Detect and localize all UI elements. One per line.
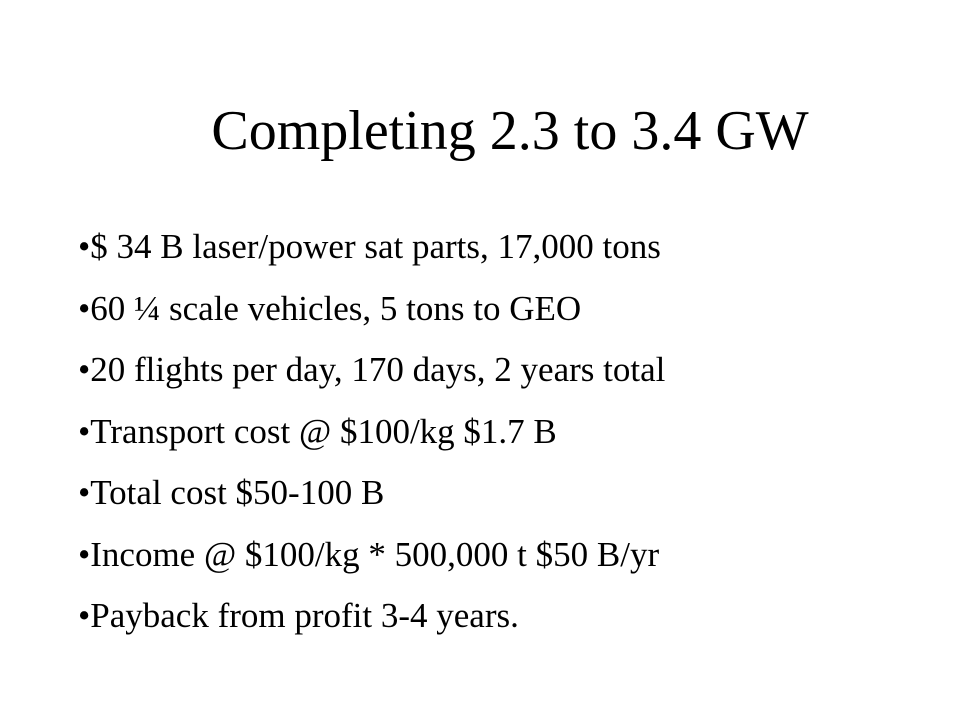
bullet-text: Payback from profit 3-4 years.	[90, 596, 519, 635]
bullet-text: Total cost $50-100 B	[90, 473, 385, 512]
bullet-dot-icon: •	[78, 411, 91, 451]
bullet-text: 20 flights per day, 170 days, 2 years total	[90, 350, 666, 389]
bullet-item	[78, 401, 665, 463]
bullet-item	[78, 278, 665, 340]
bullet-dot-icon: •	[78, 473, 91, 512]
slide-title: Completing 2.3 to 3.4 GW	[211, 100, 809, 162]
bullet-dot-icon: •	[78, 227, 91, 266]
bullet-item	[78, 462, 665, 524]
bullet-text: Income @ $100/kg * 500,000 t $50 B/yr	[90, 534, 660, 574]
bullet-item	[78, 339, 665, 401]
bullet-list	[78, 216, 665, 647]
bullet-dot-icon: •	[78, 350, 91, 389]
bullet-dot-icon: •	[78, 288, 91, 328]
bullet-text: $ 34 B laser/power sat parts, 17,000 tons	[90, 227, 661, 266]
bullet-item	[78, 585, 665, 647]
bullet-item	[78, 216, 665, 278]
bullet-text: 60 ¼ scale vehicles, 5 tons to GEO	[90, 288, 582, 328]
bullet-dot-icon: •	[78, 534, 91, 574]
bullet-text: Transport cost @ $100/kg $1.7 B	[90, 411, 557, 451]
bullet-item	[78, 524, 665, 586]
bullet-dot-icon: •	[78, 596, 91, 635]
